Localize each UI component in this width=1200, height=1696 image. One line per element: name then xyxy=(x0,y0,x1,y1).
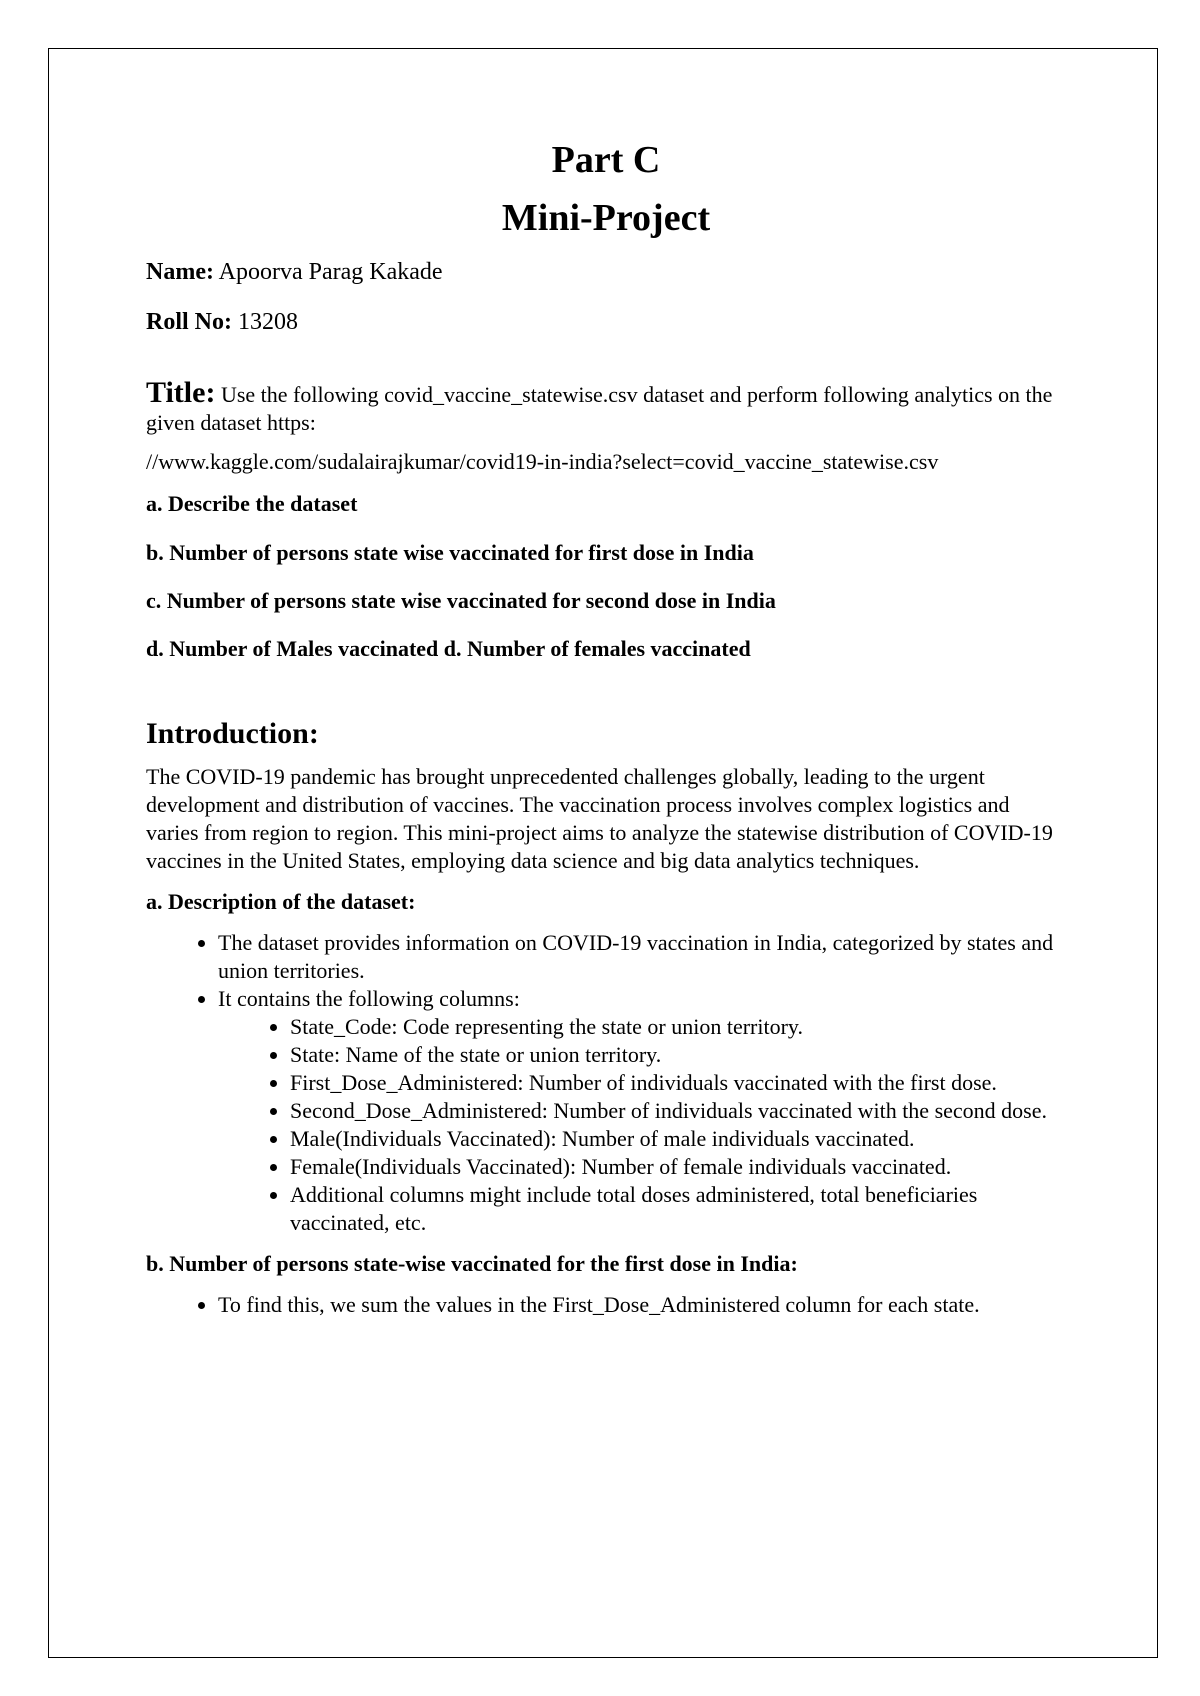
document-body xyxy=(146,140,1066,1333)
list-item: • It contains the following columns: • State_Code: Code representing the state or union territory. • State: Name of the state or union territory. • First_Dose_Administered: Number of individuals vaccinated with the first dose. • Second_Dose_Administered: Number of individuals vaccinated with the second dose. • Male(Individuals Vaccinated): Number of male individuals vaccinated. • Female(Individuals Vaccinated): Number of female individuals vaccinated. • Additional columns might include total doses administered, total beneficiaries vaccinated, etc. xyxy=(218,985,1066,1237)
introduction-paragraph: The COVID-19 pandemic has brought unprecedented challenges globally, leading to the urgent development and distribution of vaccines. The vaccination process involves complex logistics and varies from region to region. This mini-project aims to analyze the statewise distribution of COVID-19 vaccines in the United States, employing data science and big data analytics techniques. xyxy=(146,763,1053,873)
task-item: b. Number of persons state wise vaccinated for first dose in India xyxy=(146,539,754,565)
title-text: Use the following covid_vaccine_statewise.csv dataset and perform following analytics on the given dataset https: xyxy=(146,382,1053,436)
dataset-url: //www.kaggle.com/sudalairajkumar/covid19-in-india?select=covid_vaccine_statewise.csv xyxy=(146,449,939,475)
name-value: Apoorva Parag Kakade xyxy=(218,258,443,285)
task-item: a. Describe the dataset xyxy=(146,491,358,517)
description-heading: a. Description of the dataset: xyxy=(146,888,416,914)
first-dose-list xyxy=(146,1291,1066,1319)
roll-label: Roll No: xyxy=(146,309,232,336)
part-title: Part C xyxy=(551,139,661,181)
title-label: Title: xyxy=(146,376,216,410)
introduction-heading: Introduction: xyxy=(146,716,319,750)
columns-list xyxy=(146,1013,1066,1237)
task-item: d. Number of Males vaccinated d. Number of females vaccinated xyxy=(146,636,751,662)
first-dose-heading: b. Number of persons state-wise vaccinated for the first dose in India: xyxy=(146,1250,798,1276)
column-item: • Male(Individuals Vaccinated): Number of male individuals vaccinated. xyxy=(290,1125,1066,1153)
name-field xyxy=(146,258,1066,287)
project-title: Mini-Project xyxy=(501,196,711,239)
roll-value: 13208 xyxy=(238,309,298,336)
description-list xyxy=(146,929,1066,1237)
list-item: • The dataset provides information on COVID-19 vaccination in India, categorized by states and union territories. xyxy=(218,929,1066,985)
task-item: c. Number of persons state wise vaccinated for second dose in India xyxy=(146,587,776,613)
name-label: Name: xyxy=(146,258,214,285)
column-item: • Additional columns might include total doses administered, total beneficiaries vaccinated, etc. xyxy=(290,1181,1066,1237)
column-item: • Female(Individuals Vaccinated): Number of female individuals vaccinated. xyxy=(290,1153,1066,1181)
title-section xyxy=(146,376,1066,437)
column-item: • State: Name of the state or union territory. xyxy=(290,1041,1066,1069)
list-item: • To find this, we sum the values in the First_Dose_Administered column for each state. xyxy=(218,1291,1066,1319)
column-item: • Second_Dose_Administered: Number of individuals vaccinated with the second dose. xyxy=(290,1097,1066,1125)
column-item: • First_Dose_Administered: Number of individuals vaccinated with the first dose. xyxy=(290,1069,1066,1097)
column-item: • State_Code: Code representing the state or union territory. xyxy=(290,1013,1066,1041)
roll-field xyxy=(146,308,1066,337)
